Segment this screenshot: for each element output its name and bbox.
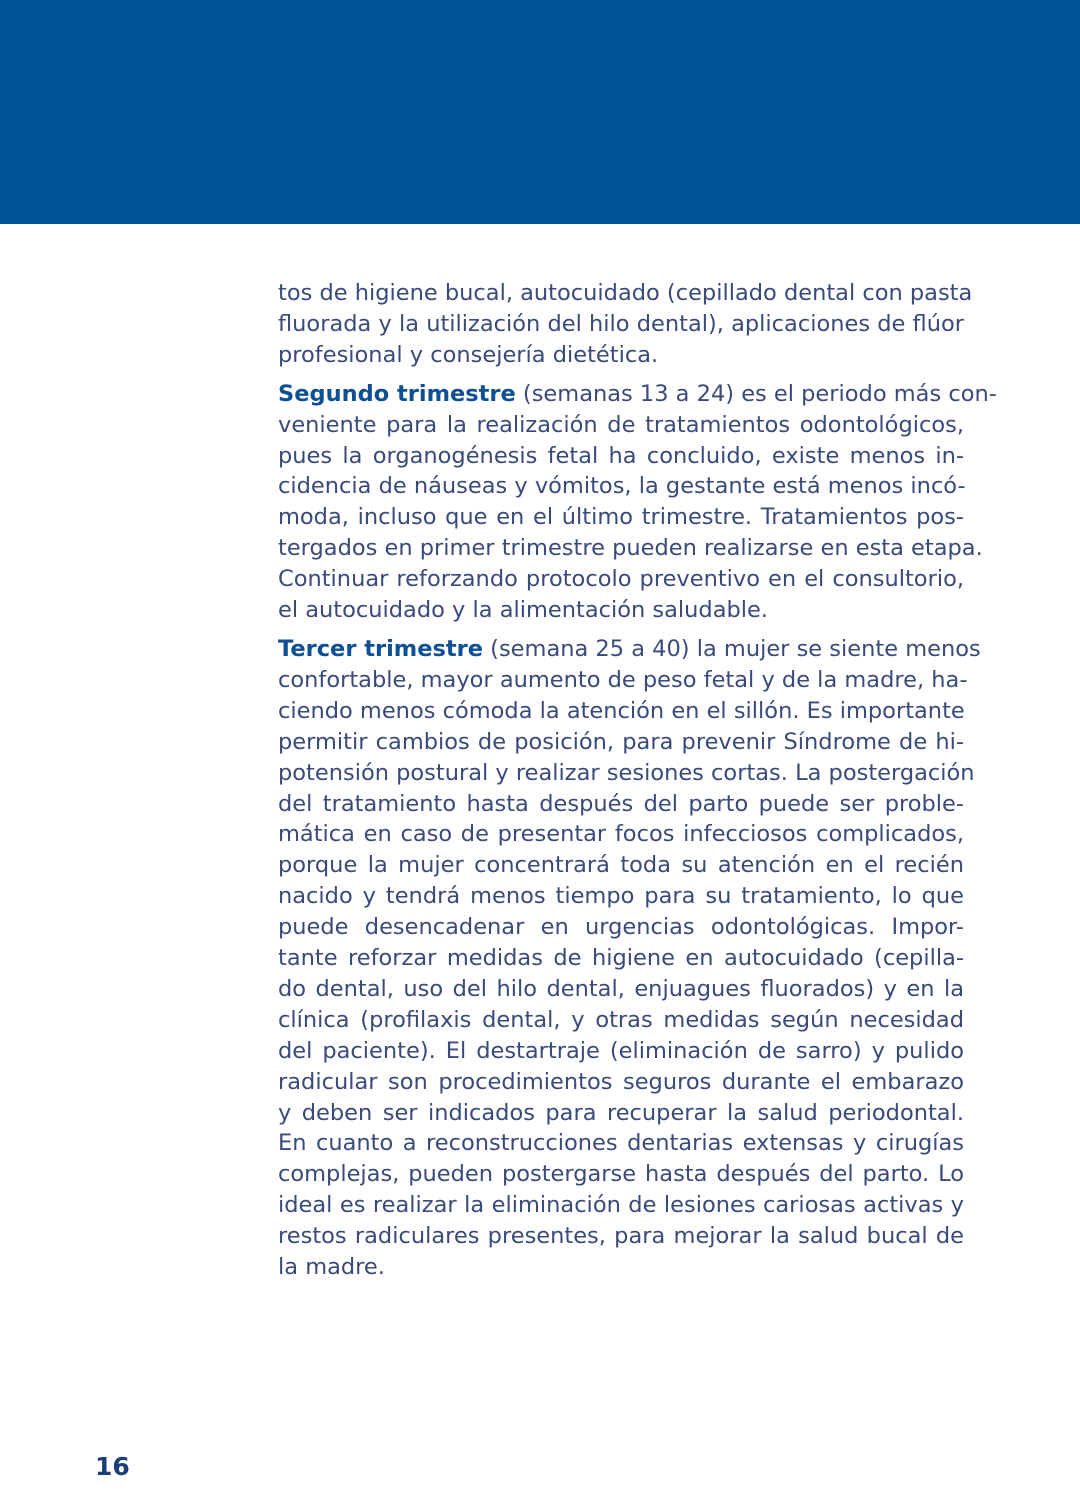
text-line: restos radiculares presentes, para mejorar la salud bucal de xyxy=(278,1223,964,1250)
text-line: la madre. xyxy=(278,1254,385,1281)
text-line: Continuar reforzando protocolo preventivo en el consultorio, xyxy=(278,566,964,593)
text-line: permitir cambios de posición, para prevenir Síndrome de hi- xyxy=(278,728,964,755)
body-text xyxy=(278,278,997,1291)
paragraph-lead: Tercer trimestre xyxy=(278,635,484,662)
text-line: potensión postural y realizar sesiones cortas. La postergación xyxy=(278,759,975,786)
text-line: porque la mujer concentrará toda su atención en el recién xyxy=(278,852,964,879)
text-line: mática en caso de presentar focos infecciosos complicados, xyxy=(278,821,964,848)
text-line: veniente para la realización de tratamientos odontológicos, xyxy=(278,411,964,438)
text-fragment: (semanas 13 a 24) es el periodo más con- xyxy=(515,380,997,407)
text-line: y deben ser indicados para recuperar la salud periodontal. xyxy=(278,1099,964,1126)
page-number: 16 xyxy=(95,1452,130,1481)
text-line: clínica (profilaxis dental, y otras medidas según necesidad xyxy=(278,1006,964,1033)
text-line: pues la organogénesis fetal ha concluido, existe menos in- xyxy=(278,442,964,469)
text-line: fluorada y la utilización del hilo dental), aplicaciones de flúor xyxy=(278,310,964,337)
text-line xyxy=(278,634,981,665)
paragraph-continuation xyxy=(278,278,973,371)
paragraph-lead: Segundo trimestre xyxy=(278,380,516,407)
text-line: complejas, pueden postergarse hasta después del parto. Lo xyxy=(278,1161,964,1188)
text-line: profesional y consejería dietética. xyxy=(278,341,659,368)
text-line: del paciente). El destartraje (eliminación de sarro) y pulido xyxy=(278,1037,964,1064)
header-band xyxy=(0,0,1080,224)
text-line: el autocuidado y la alimentación saludable. xyxy=(278,597,769,624)
text-line: ideal es realizar la eliminación de lesiones cariosas activas y xyxy=(278,1192,964,1219)
text-line: confortable, mayor aumento de peso fetal y de la madre, ha- xyxy=(278,666,968,693)
text-line: nacido y tendrá menos tiempo para su tratamiento, lo que xyxy=(278,883,964,910)
text-line: moda, incluso que en el último trimestre. Tratamientos pos- xyxy=(278,504,964,531)
text-line: cidencia de náuseas y vómitos, la gestante está menos incó- xyxy=(278,473,966,500)
text-line: En cuanto a reconstrucciones dentarias extensas y cirugías xyxy=(278,1130,964,1157)
text-line: tergados en primer trimestre pueden realizarse en esta etapa. xyxy=(278,535,983,562)
paragraph-segundo-trimestre xyxy=(278,379,997,626)
paragraph-tercer-trimestre xyxy=(278,634,981,1283)
text-line: tos de higiene bucal, autocuidado (cepillado dental con pasta xyxy=(278,280,973,306)
text-line: ciendo menos cómoda la atención en el sillón. Es importante xyxy=(278,697,965,724)
text-fragment: (semana 25 a 40) la mujer se siente menos xyxy=(483,635,981,662)
text-line: do dental, uso del hilo dental, enjuagues fluorados) y en la xyxy=(278,975,964,1002)
text-line: puede desencadenar en urgencias odontológicas. Impor- xyxy=(278,914,964,941)
text-line: radicular son procedimientos seguros durante el embarazo xyxy=(278,1068,964,1095)
text-line xyxy=(278,379,997,410)
text-line: tante reforzar medidas de higiene en autocuidado (cepilla- xyxy=(278,945,964,972)
text-line: del tratamiento hasta después del parto puede ser proble- xyxy=(278,790,964,817)
